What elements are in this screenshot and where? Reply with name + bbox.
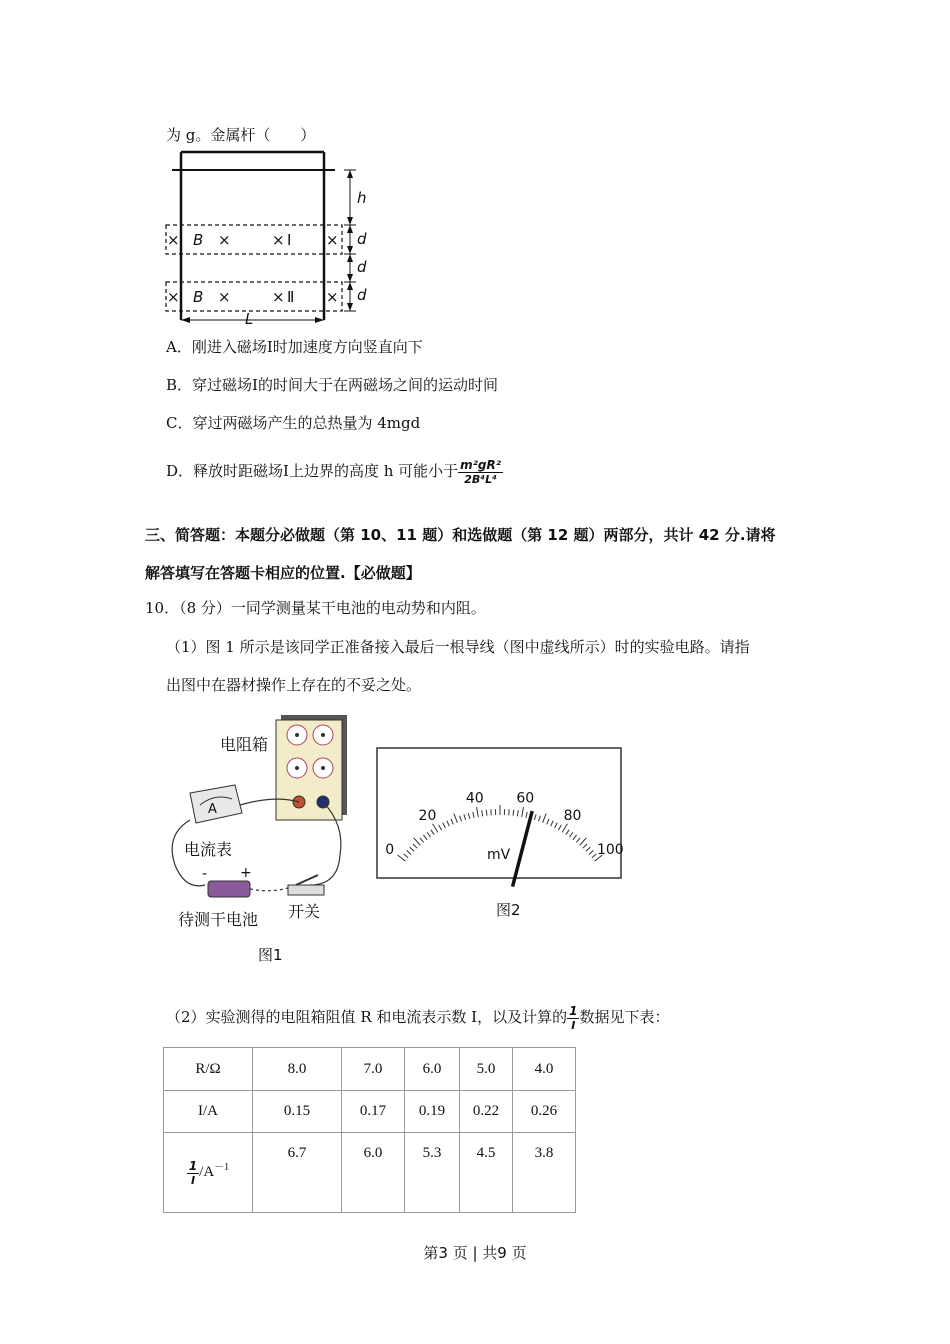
table-cell: 7.0 [342,1048,405,1091]
figure-2-caption: 图2 [496,901,521,919]
label-B2: B [193,288,204,306]
cross-mark: × [167,231,180,249]
switch [288,885,324,895]
meter-tick [486,810,487,816]
ammeter-label: 电流表 [184,840,233,859]
table-cell: 0.15 [253,1091,342,1133]
option-a: A．刚进入磁场Ⅰ时加速度方向竖直向下 [166,338,423,356]
battery-label: 待测干电池 [178,910,259,929]
table-cell: 0.19 [405,1091,460,1133]
label-B1: B [193,231,204,249]
row-header: I/A [164,1091,253,1133]
header-unit: /A [199,1164,215,1181]
table-cell: 6.0 [405,1048,460,1091]
option-d-fraction [458,458,503,486]
question-10-part2 [166,1004,669,1032]
cross-mark: × [218,231,231,249]
cross-mark: × [326,231,339,249]
table-cell: 5.0 [460,1048,513,1091]
intro-text: 为 g。金属杆（ ） [166,126,316,144]
part2-suffix: 数据见下表： [579,1008,670,1026]
cross-mark: × [218,288,231,306]
resistor-box-label: 电阻箱 [220,735,269,754]
part2-fraction [567,1004,579,1032]
table-cell: 8.0 [253,1048,342,1091]
fraction-denominator: 2B⁴L⁴ [458,472,503,486]
fraction-numerator: 1 [188,1158,198,1173]
battery-minus: - [202,866,208,882]
fraction-numerator: m²gR² [460,458,502,472]
question-10-part1-line2: 出图中在器材操作上存在的不妥之处。 [166,676,422,694]
header-exponent: －1 [214,1162,230,1174]
battery [208,881,250,897]
header-fraction [187,1159,199,1187]
meter-unit: mV [487,847,511,863]
meter-tick-label: 0 [385,841,395,858]
section-heading-line1: 三、简答题：本题分必做题（第 10、11 题）和选做题（第 12 题）两部分，共计 42 分.请将 [145,526,776,544]
meter-tick-label: 40 [465,790,484,807]
question-10-part1-line1: （1）图 1 所示是该同学正准备接入最后一根导线（图中虚线所示）时的实验电路。请指 [166,638,750,656]
label-d3: d [357,286,367,304]
fraction-denominator: I [567,1018,579,1032]
figure-1-caption: 图1 [258,946,283,964]
meter-tick-label: 60 [516,790,535,807]
cross-mark: × [272,231,285,249]
label-d1: d [357,230,367,248]
label-d2: d [357,258,367,276]
table-cell: 5.3 [405,1133,460,1213]
table-cell: 4.0 [513,1048,576,1091]
data-table [163,1047,576,1213]
battery-plus: + [240,865,252,881]
table-cell: 6.7 [253,1133,342,1213]
label-L: L [245,310,254,326]
table-cell: 3.8 [513,1133,576,1213]
fraction-numerator: 1 [569,1004,578,1018]
millivoltmeter-figure [370,745,630,930]
table-row [164,1048,576,1091]
table-cell: 0.22 [460,1091,513,1133]
option-b: B．穿过磁场Ⅰ的时间大于在两磁场之间的运动时间 [166,376,498,394]
option-c: C．穿过两磁场产生的总热量为 4mgd [166,414,421,432]
meter-tick-label: 20 [418,808,437,825]
switch-label: 开关 [288,902,321,921]
option-d [166,458,503,486]
page-footer: 第3 页 | 共9 页 [423,1244,527,1262]
cross-mark: × [167,288,180,306]
meter-tick-label: 100 [596,841,624,858]
question-10-stem: 10．（8 分）一同学测量某干电池的电动势和内阻。 [145,599,486,617]
label-region-2: Ⅱ [287,288,295,306]
label-region-1: Ⅰ [287,231,292,249]
table-row [164,1091,576,1133]
table-row [164,1133,576,1213]
ammeter-symbol: A [208,802,217,817]
label-h: h [357,189,367,207]
cross-mark: × [272,288,285,306]
circuit-figure [160,705,370,970]
dashed-wire [250,888,288,891]
row-header [164,1133,253,1213]
cross-mark: × [326,288,339,306]
meter-tick-label: 80 [563,808,582,825]
fraction-denominator: I [187,1173,199,1187]
option-d-text: D．释放时距磁场Ⅰ上边界的高度 h 可能小于 [166,462,459,480]
magnetic-field-figure [160,148,380,326]
meter-tick [513,810,514,816]
row-header: R/Ω [164,1048,253,1091]
section-heading-line2: 解答填写在答题卡相应的位置.【必做题】 [145,564,421,582]
table-cell: 0.17 [342,1091,405,1133]
part2-prefix: （2）实验测得的电阻箱阻值 R 和电流表示数 I，以及计算的 [166,1008,568,1026]
table-cell: 6.0 [342,1133,405,1213]
table-cell: 4.5 [460,1133,513,1213]
table-cell: 0.26 [513,1091,576,1133]
